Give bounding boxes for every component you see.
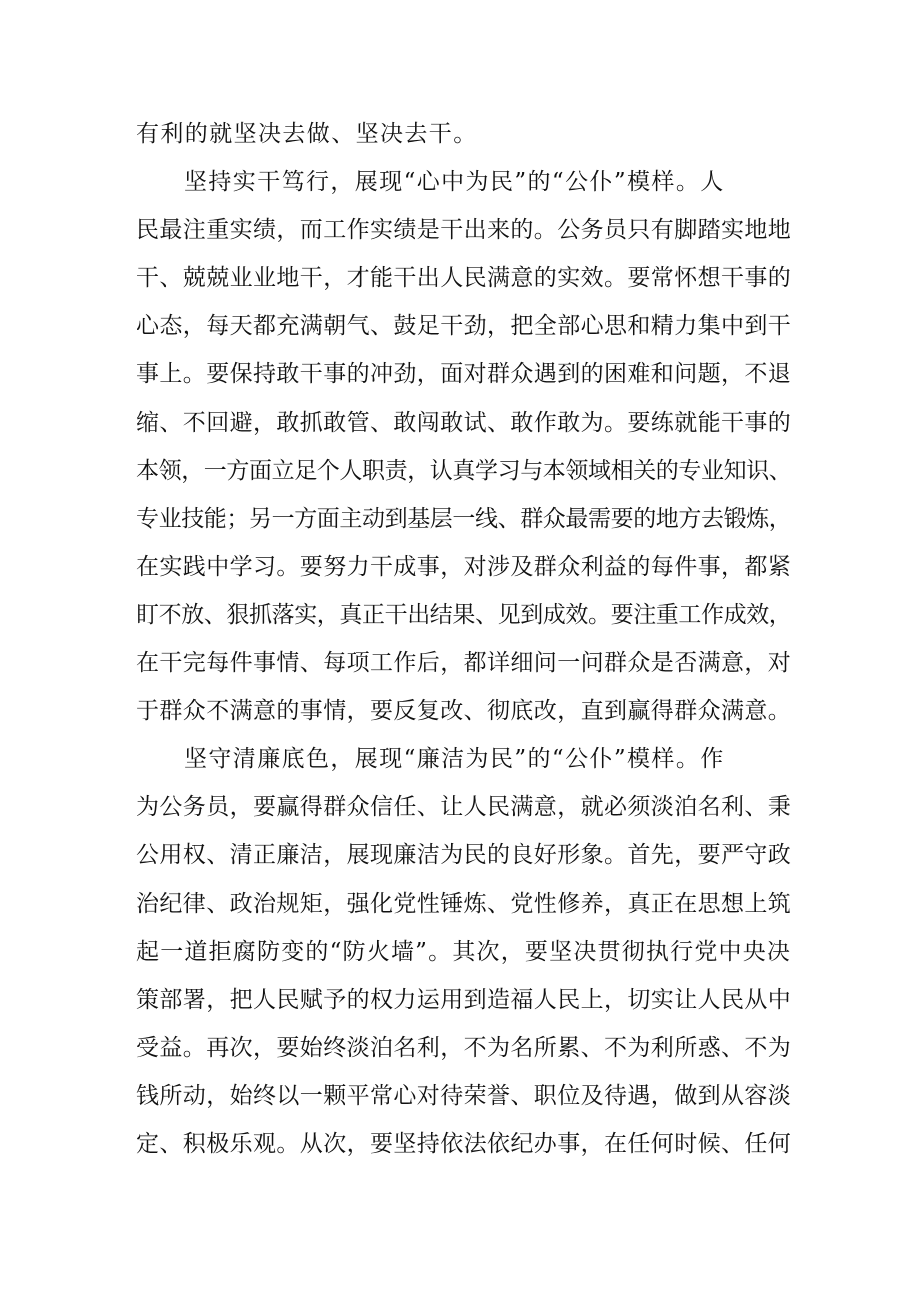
text-line: 盯不放、狠抓落实，真正干出结果、见到成效。要注重工作成效， [136, 601, 792, 628]
paragraph-first-line: 坚持实干笃行，展现“心中为民”的“公仆”模样。人 [184, 169, 725, 196]
text-line: 钱所动，始终以一颗平常心对待荣誉、职位及待遇，做到从容淡 [136, 1082, 792, 1109]
text-line: 受益。再次，要始终淡泊名利，不为名所累、不为利所惑、不为 [136, 1034, 792, 1061]
body-text [136, 110, 796, 1168]
text-line: 起一道拒腐防变的“防火墙”。其次，要坚决贯彻执行党中央决 [136, 938, 792, 965]
text-line: 为公务员，要赢得群众信任、让人民满意，就必须淡泊名利、秉 [136, 794, 792, 821]
text-line: 在实践中学习。要努力干成事，对涉及群众利益的每件事，都紧 [136, 553, 792, 580]
text-line: 民最注重实绩，而工作实绩是干出来的。公务员只有脚踏实地地 [136, 217, 792, 244]
text-line: 本领，一方面立足个人职责，认真学习与本领域相关的专业知识、 [136, 457, 792, 484]
text-line: 心态，每天都充满朝气、鼓足干劲，把全部心思和精力集中到干 [136, 313, 792, 340]
text-line: 干、兢兢业业地干，才能干出人民满意的实效。要常怀想干事的 [136, 265, 792, 292]
text-line: 专业技能；另一方面主动到基层一线、群众最需要的地方去锻炼， [136, 505, 792, 532]
text-line: 公用权、清正廉洁，展现廉洁为民的良好形象。首先，要严守政 [136, 842, 792, 869]
text-line: 事上。要保持敢干事的冲劲，面对群众遇到的困难和问题，不退 [136, 361, 792, 388]
text-line: 定、积极乐观。从次，要坚持依法依纪办事，在任何时候、任何 [136, 1130, 792, 1157]
text-line: 有利的就坚决去做、坚决去干。 [136, 121, 478, 147]
text-line: 缩、不回避，敢抓敢管、敢闯敢试、敢作敢为。要练就能干事的 [136, 409, 792, 436]
text-line: 治纪律、政治规矩，强化党性锤炼、党性修养，真正在思想上筑 [136, 890, 792, 917]
text-line: 策部署，把人民赋予的权力运用到造福人民上，切实让人民从中 [136, 986, 792, 1013]
text-line: 在干完每件事情、每项工作后，都详细问一问群众是否满意，对 [136, 650, 792, 677]
paragraph-first-line: 坚守清廉底色，展现“廉洁为民”的“公仆”模样。作 [184, 746, 725, 773]
text-line: 于群众不满意的事情，要反复改、彻底改，直到赢得群众满意。 [136, 698, 792, 725]
